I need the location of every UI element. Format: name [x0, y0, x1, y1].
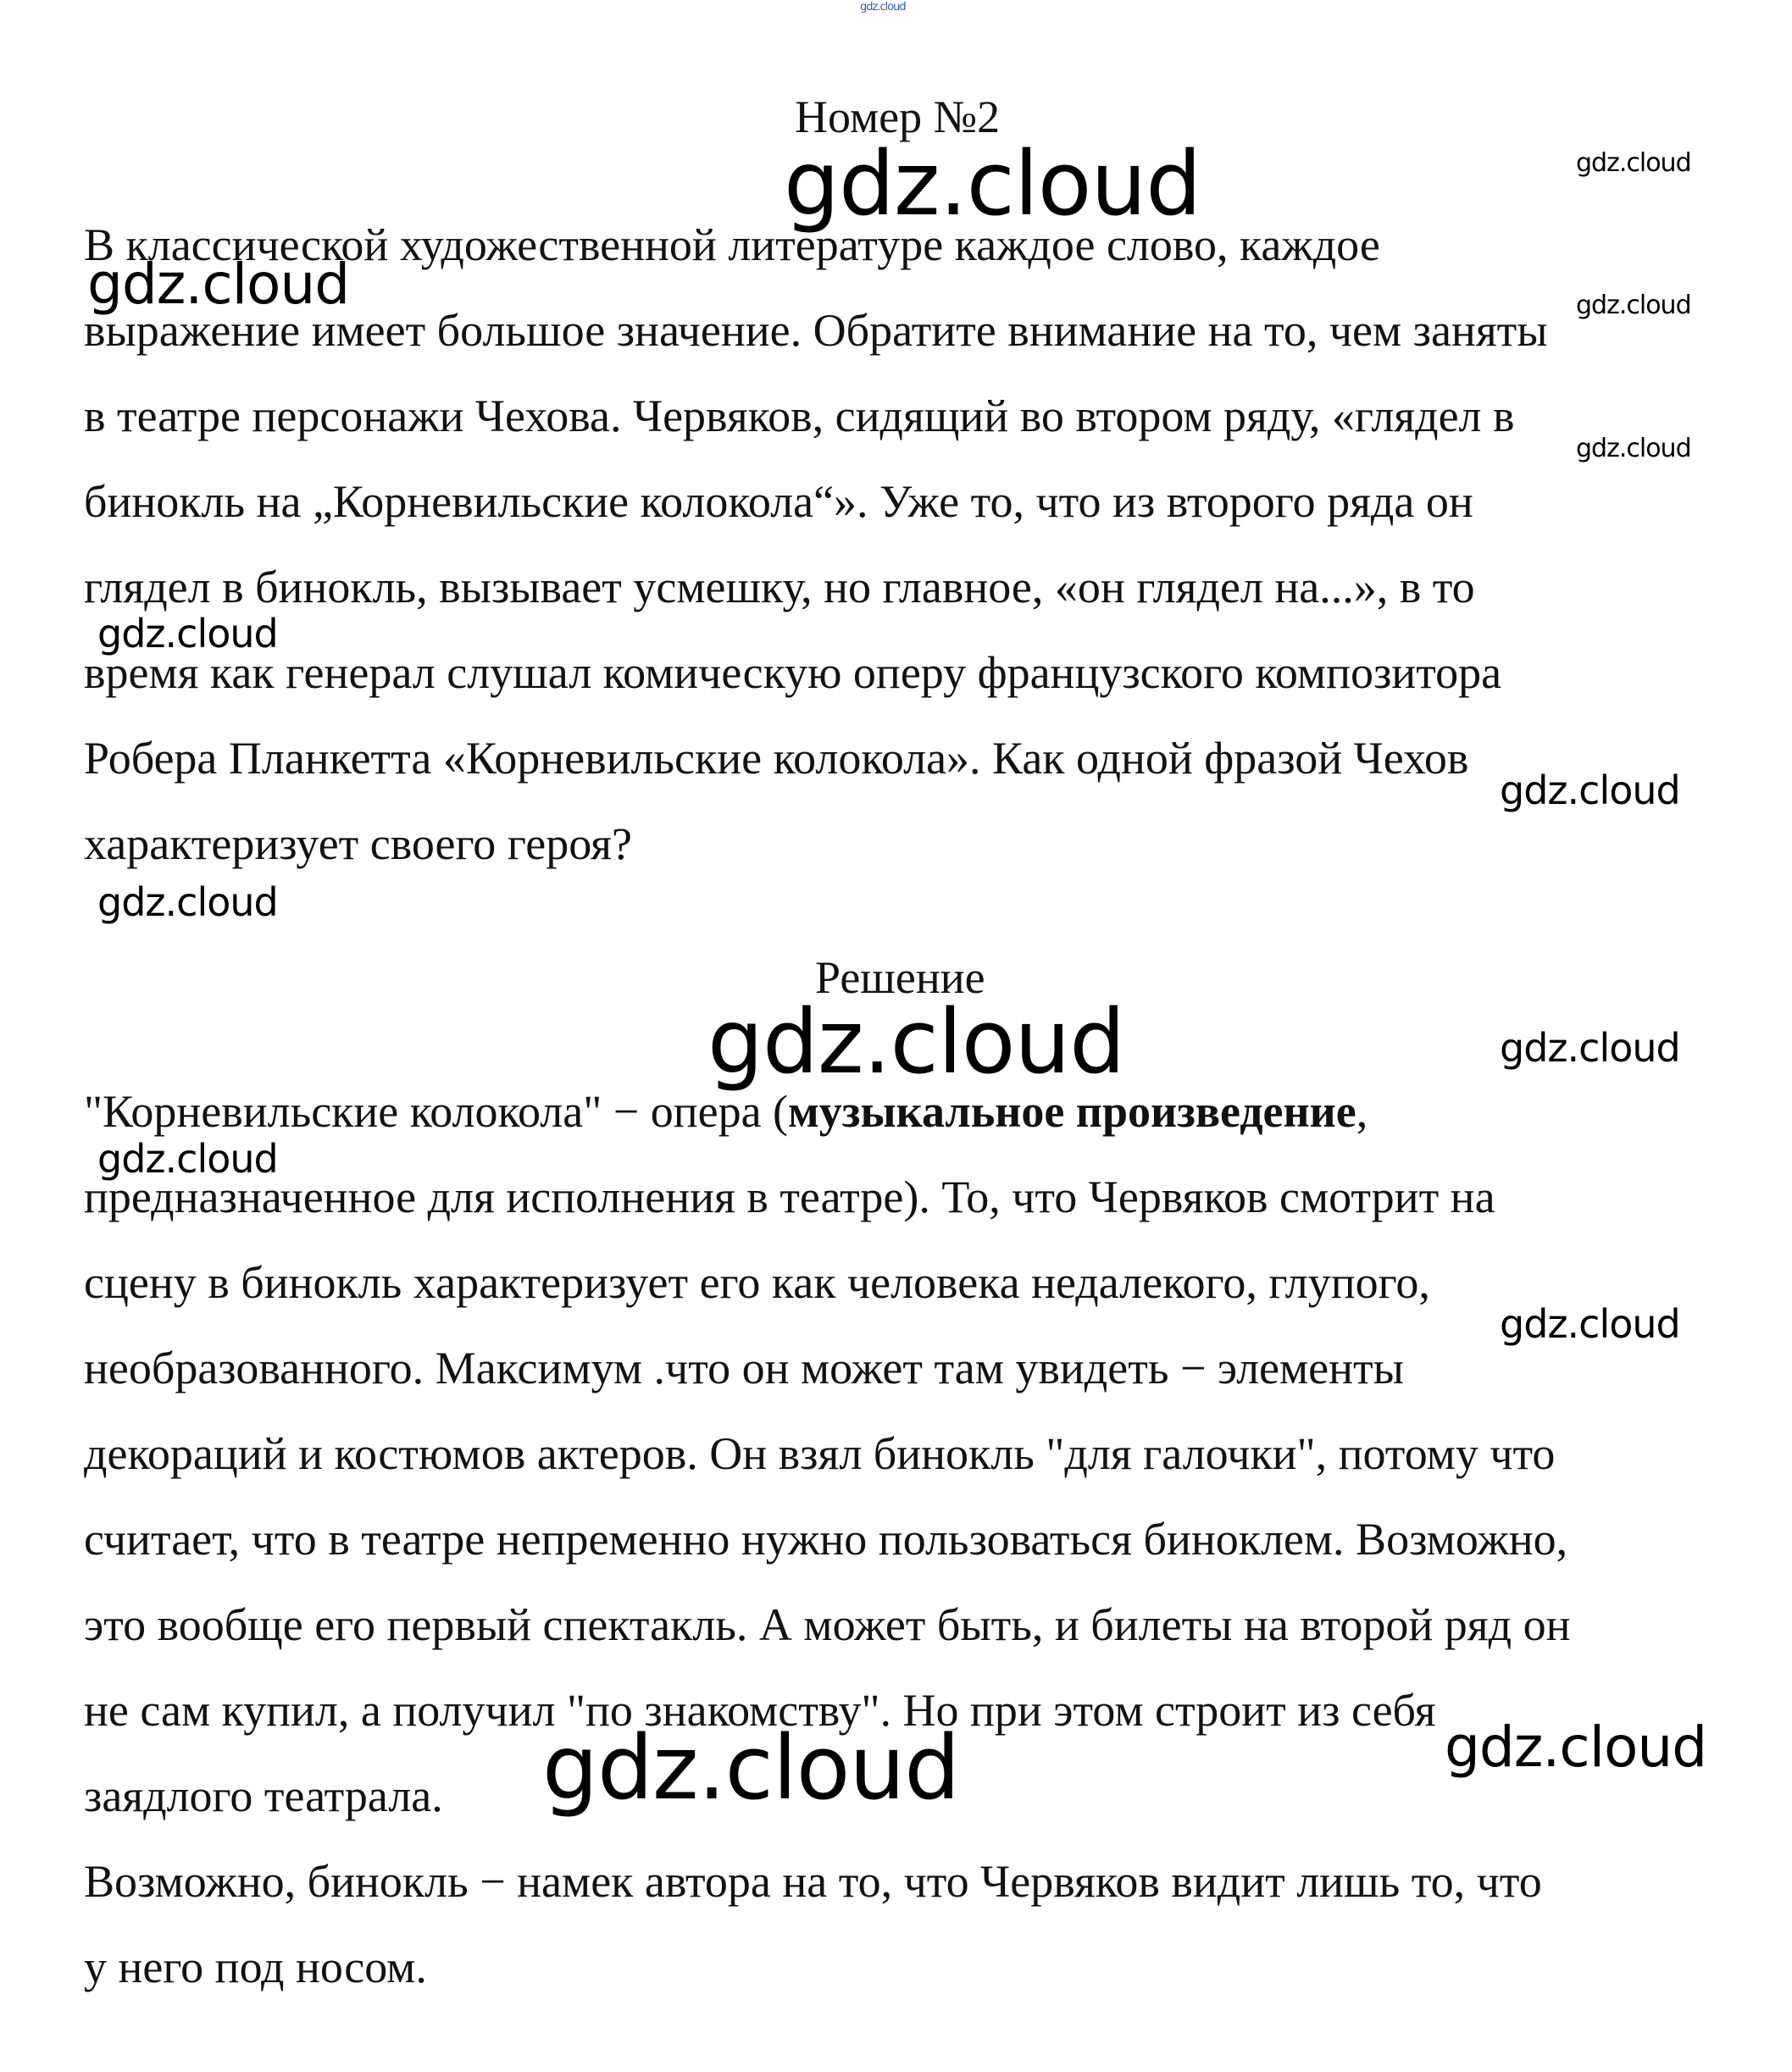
solution-bold-term: музыкальное произведение: [788, 1086, 1356, 1137]
solution-line-6: считает, что в театре непременно нужно пользоваться биноклем. Возможно,: [84, 1514, 1568, 1565]
solution-title: Решение: [815, 952, 985, 1003]
watermark-large-1: gdz.cloud: [784, 132, 1201, 235]
watermark-medium-7: gdz.cloud: [1500, 1301, 1680, 1347]
solution-line-10: Возможно, бинокль − намек автора на то, что Червяков видит лишь то, что: [84, 1856, 1542, 1907]
watermark-medium-3: gdz.cloud: [1500, 767, 1680, 813]
solution-line-7: это вообще его первый спектакль. А может быть, и билеты на второй ряд он: [84, 1599, 1571, 1650]
task-line-6: время как генерал слушал комическую оперу французского композитора: [84, 647, 1502, 698]
solution-line-5: декораций и костюмов актеров. Он взял бинокль "для галочки", потому что: [84, 1428, 1556, 1479]
task-line-5: глядел в бинокль, вызывает усмешку, но главное, «он глядел на...», в то: [84, 562, 1475, 612]
solution-line-11: у него под носом.: [84, 1942, 427, 1992]
solution-line-1-end: ,: [1356, 1086, 1368, 1137]
watermark-large-3: gdz.cloud: [542, 1716, 960, 1820]
task-line-1: В классической художественной литературе каждое слово, каждое: [84, 219, 1380, 270]
solution-line-1-start: "Корневильские колокола" − опера (: [84, 1086, 789, 1137]
task-line-8: характеризует своего героя?: [84, 818, 632, 869]
watermark-medium-6: gdz.cloud: [97, 1136, 278, 1182]
solution-line-3: сцену в бинокль характеризует его как человека недалекого, глупого,: [84, 1257, 1430, 1308]
task-line-2: выражение имеет большое значение. Обратите внимание на то, чем заняты: [84, 305, 1548, 356]
watermark-medium-1: gdz.cloud: [87, 252, 350, 317]
watermark-medium-8: gdz.cloud: [1445, 1715, 1707, 1780]
page-title: Номер №2: [795, 91, 1001, 142]
solution-line-2: предназначенное для исполнения в театре). То, что Червяков смотрит на: [84, 1172, 1495, 1222]
watermark-large-2: gdz.cloud: [707, 990, 1125, 1094]
watermark-medium-2: gdz.cloud: [97, 611, 278, 657]
solution-line-8: не сам купил, а получил "по знакомству". Но при этом строит из себя: [84, 1685, 1436, 1736]
watermark-medium-4: gdz.cloud: [97, 879, 278, 925]
task-line-3: в театре персонажи Чехова. Червяков, сидящий во втором ряду, «глядел в: [84, 391, 1515, 441]
solution-line-4: необразованного. Максимум .что он может там увидеть − элементы: [84, 1343, 1404, 1393]
watermark-medium-5: gdz.cloud: [1500, 1025, 1680, 1071]
task-line-4: бинокль на „Корневильские колокола“». Уже то, что из второго ряда он: [84, 476, 1473, 527]
task-line-7: Робера Планкетта «Корневильские колокола». Как одной фразой Чехов: [84, 733, 1469, 784]
watermark-small-2: gdz.cloud: [1576, 291, 1691, 320]
solution-line-9: заядлого театрала.: [84, 1770, 443, 1821]
watermark-small-3: gdz.cloud: [1576, 434, 1691, 463]
watermark-top: gdz.cloud: [860, 1, 906, 14]
watermark-small-1: gdz.cloud: [1576, 148, 1691, 178]
